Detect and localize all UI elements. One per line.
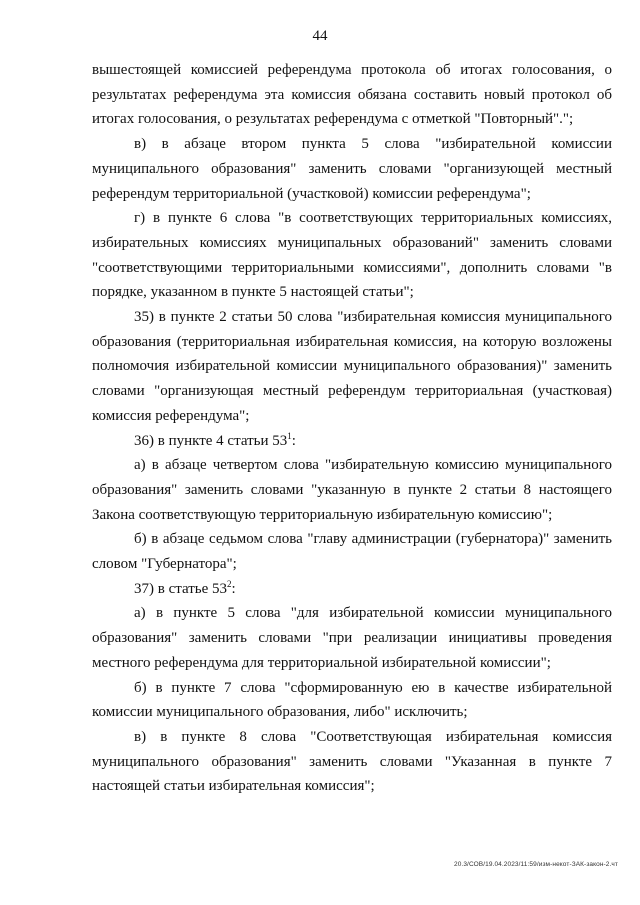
paragraph-item-36-text: 36) в пункте 4 статьи 53: [134, 432, 288, 449]
paragraph-item-37-b: б) в пункте 7 слова "сформированную ею в качестве избирательной комиссии муниципального образования, либо" исключить;: [92, 679, 612, 721]
paragraph-item-36: [92, 429, 612, 454]
paragraph-item-37-suffix: :: [231, 580, 236, 597]
paragraph-item-36-suffix: :: [291, 432, 296, 449]
paragraph-item-g: г) в пункте 6 слова "в соответствующих территориальных комиссиях, избирательных комиссиях муниципальных образований" заменить словами "соответствующими территориальными комиссиями", дополнить словами "в порядке, указанном в пункте 5 настоящей статьи";: [92, 210, 612, 301]
paragraph-item-36-b: б) в абзаце седьмом слова "главу администрации (губернатора)" заменить словом "Губернатора";: [92, 531, 612, 573]
paragraph-item-37-a: а) в пункте 5 слова "для избирательной комиссии муниципального образования" заменить словами "при реализации инициативы проведения местного референдума для территориальной избирательной комиссии";: [92, 605, 612, 671]
footer-document-code: 20.3/СОВ/19.04.2023/11:59/изм-некот-ЗАК-закон-2.чт: [454, 861, 618, 868]
paragraph-item-37-text: 37) в статье 53: [134, 580, 228, 597]
paragraph-item-36-a: а) в абзаце четвертом слова "избирательную комиссию муниципального образования" заменить словами "указанную в пункте 2 статьи 8 настоящего Закона соответствующую территориальную избирательную комиссию";: [92, 457, 612, 523]
paragraph-item-35: 35) в пункте 2 статьи 50 слова "избирательная комиссия муниципального образования (территориальная избирательная комиссия, на которую возложены полномочия избирательной комиссии муниципального образования)" заменить словами "организующая местный референдум территориальная (участковая) комиссия референдума";: [92, 309, 612, 424]
paragraph-continuation: вышестоящей комиссией референдума протокола об итогах голосования, о результатах референдума эта комиссия обязана составить новый протокол об итогах голосования, о результатах референдума с отметкой "Повторный".";: [92, 62, 612, 128]
paragraph-item-v: в) в абзаце втором пункта 5 слова "избирательной комиссии муниципального образования" заменить словами "организующей местный референдум территориальной (участковой) комиссии референдума";: [92, 136, 612, 202]
paragraph-item-37-v: в) в пункте 8 слова "Соответствующая избирательная комиссия муниципального образования" заменить словами "Указанная в пункте 7 настоящей статьи избирательная комиссия";: [92, 728, 612, 795]
document-body: [92, 58, 612, 799]
paragraph-item-37: [92, 577, 612, 602]
superscript: 2: [227, 578, 232, 589]
superscript: 1: [287, 430, 292, 441]
page-number: 44: [312, 28, 328, 44]
